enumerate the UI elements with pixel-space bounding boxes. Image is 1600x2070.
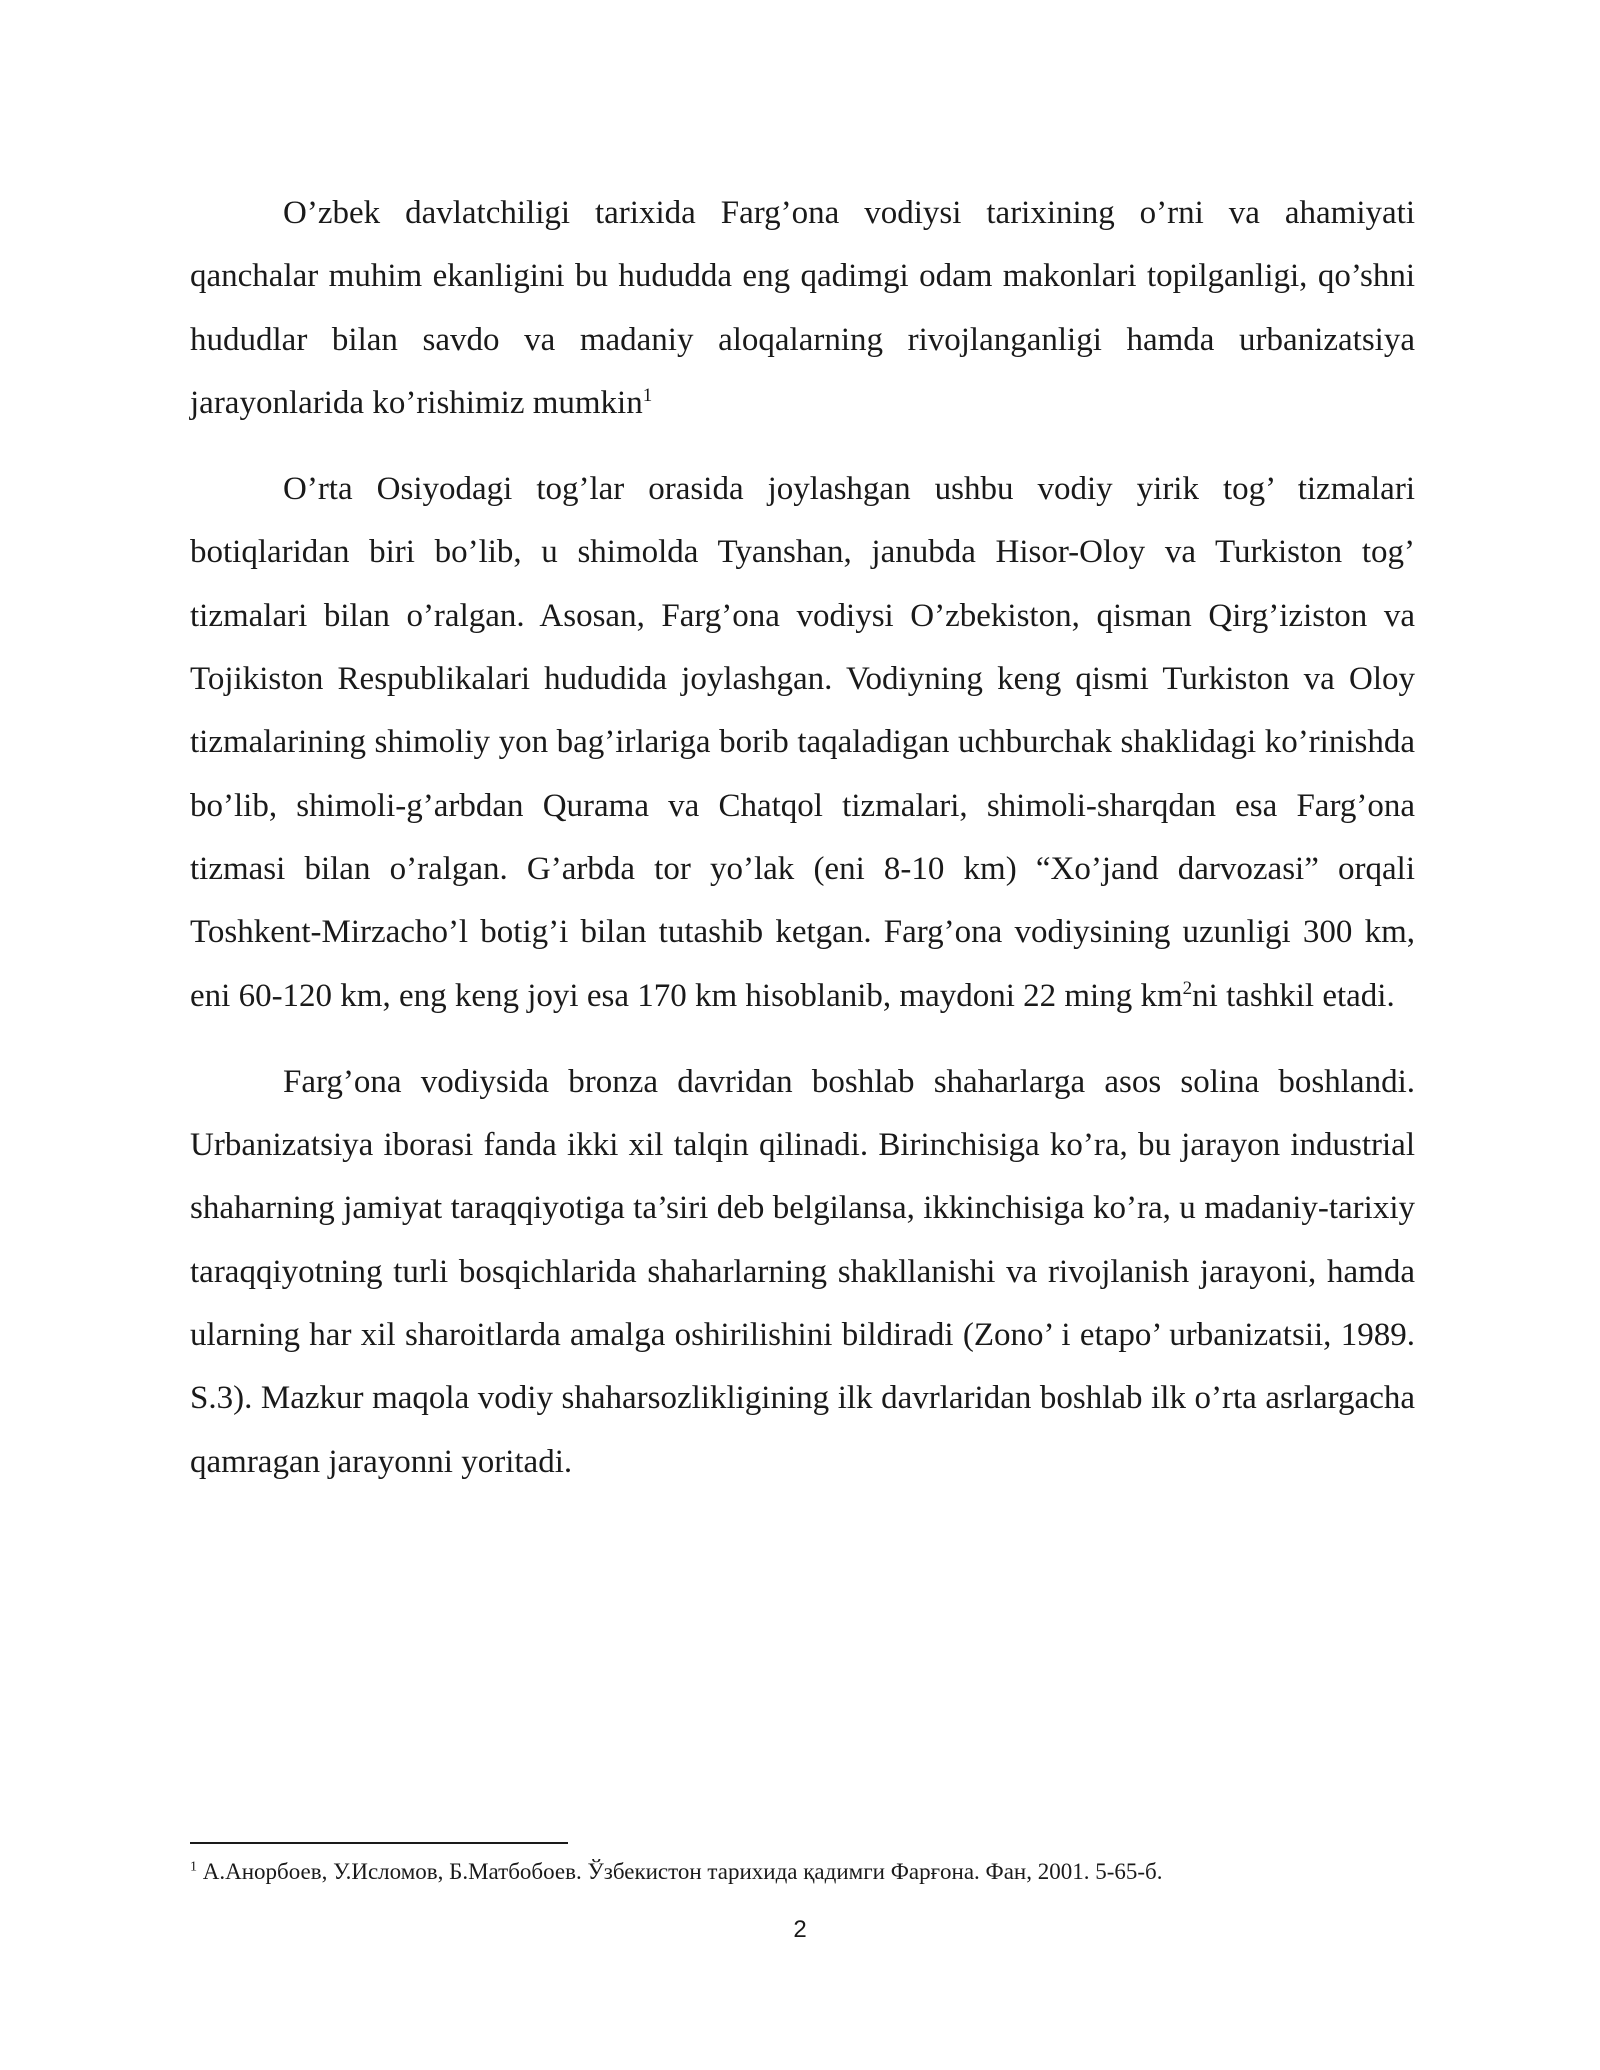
page-number: 2 <box>793 1916 807 1943</box>
footnote-text: А.Анорбоев, У.Исломов, Б.Матбобоев. Ўзбекистон тарихида қадимги Фарғона. Фан, 2001. 5-65-б. <box>197 1859 1163 1884</box>
footnote <box>190 1855 1415 1889</box>
paragraph-3-text: Farg’ona vodiysida bronza davridan boshlab shaharlarga asos solina boshlandi. Urbanizatsiya iborasi fanda ikki xil talqin qilinadi. Birinchisiga ko’ra, bu jarayon industrial shaharning jamiyat taraqqiyotiga ta’siri deb belgilansa, ikkinchisiga ko’ra, u madaniy-tarixiy taraqqiyotning turli bosqichlarida shaharlarning shakllanishi va rivojlanish jarayoni, hamda ularning har xil sharoitlarda amalga oshirilishini bildiradi (Zono’ i etapo’ urbanizatsii, 1989. S.3). Mazkur maqola vodiy shaharsozlikligining ilk davrlaridan boshlab ilk o’rta asrlargacha qamragan jarayonni yoritadi. <box>190 1063 1415 1480</box>
paragraph-2-text-end: ni tashkil etadi. <box>1192 977 1395 1014</box>
paragraph-3 <box>190 1051 1415 1494</box>
paragraph-1 <box>190 182 1415 435</box>
footnote-marker: 1 <box>190 1859 197 1875</box>
squared-superscript: 2 <box>1182 977 1193 999</box>
paragraph-2 <box>190 458 1415 1028</box>
body-text <box>190 182 1415 1517</box>
paragraph-1-text: O’zbek davlatchiligi tarixida Farg’ona vodiysi tarixining o’rni va ahamiyati qanchalar muhim ekanligini bu hududda eng qadimgi odam makonlari topilganligi, qo’shni hududlar bilan savdo va madaniy aloqalarning rivojlanganligi hamda urbanizatsiya jarayonlarida ko’rishimiz mumkin <box>190 195 1415 421</box>
footnote-separator <box>190 1842 568 1844</box>
paragraph-2-text: O’rta Osiyodagi tog’lar orasida joylashgan ushbu vodiy yirik tog’ tizmalari botiqlaridan biri bo’lib, u shimolda Tyanshan, janubda Hisor-Oloy va Turkiston tog’ tizmalari bilan o’ralgan. Asosan, Farg’ona vodiysi O’zbekiston, qisman Qirg’iziston va Tojikiston Respublikalari hududida joylashgan. Vodiyning keng qismi Turkiston va Oloy tizmalarining shimoliy yon bag’irlariga borib taqaladigan uchburchak shaklidagi ko’rinishda bo’lib, shimoli-g’arbdan Qurama va Chatqol tizmalari, shimoli-sharqdan esa Farg’ona tizmasi bilan o’ralgan. G’arbda tor yo’lak (eni 8-10 km) “Xo’jand darvozasi” orqali Toshkent-Mirzacho’l botig’i bilan tutashib ketgan. Farg’ona vodiysining uzunligi 300 km, eni 60-120 km, eng keng joyi esa 170 km hisoblanib, maydoni 22 ming km <box>190 471 1415 1014</box>
footnote-reference[interactable]: 1 <box>642 384 653 406</box>
